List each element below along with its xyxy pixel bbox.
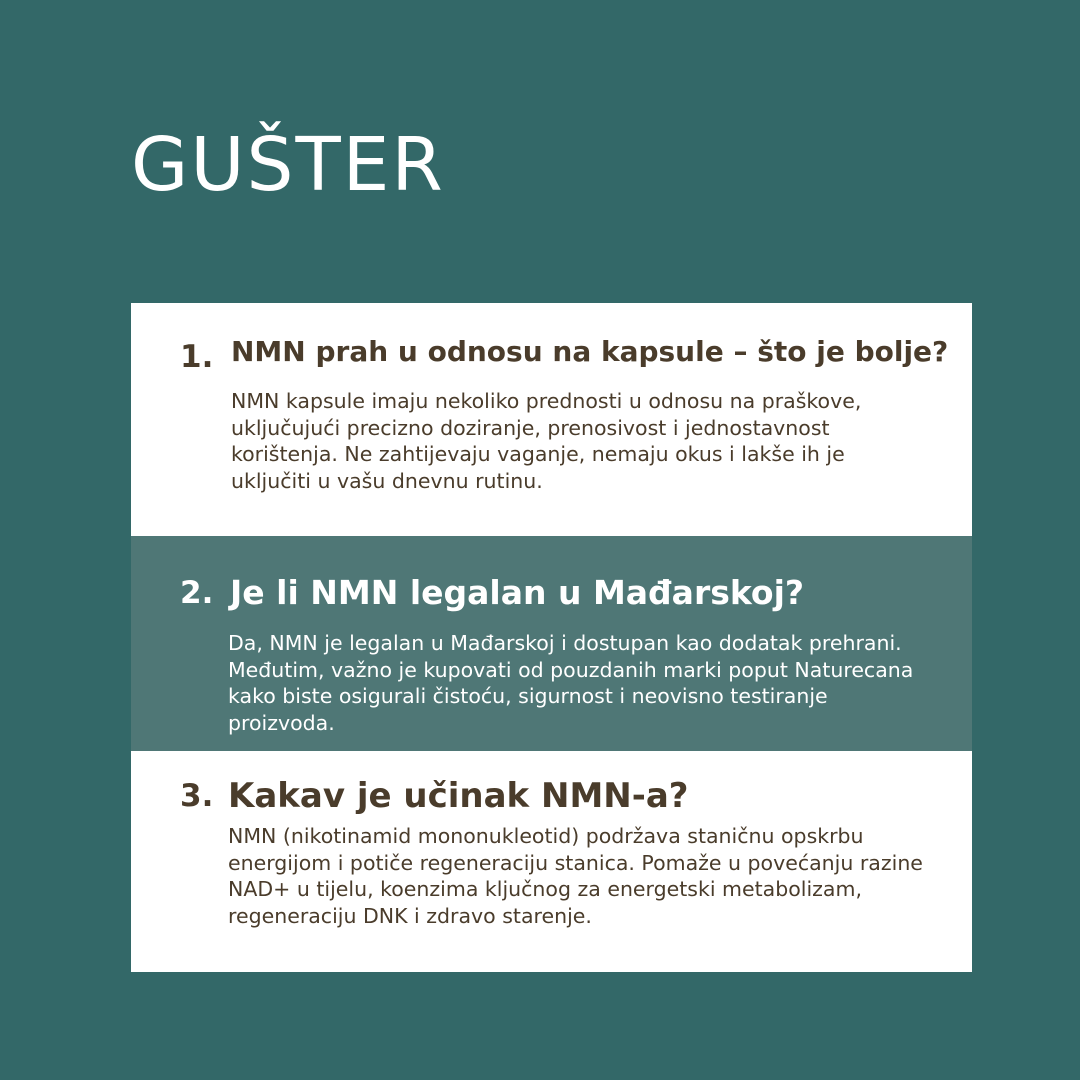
faq-answer: NMN (nikotinamid mononukleotid) podržava staničnu opskrbu energijom i potiče regeneraciju stanica. Pomaže u povećanju razine NAD+ u tijelu, koenzima ključnog za energetski metabolizam, regeneraciju DNK i zdravo starenje. [228, 824, 923, 928]
faq-answer: Da, NMN je legalan u Mađarskoj i dostupan kao dodatak prehrani. Međutim, važno je kupovati od pouzdanih marki poput Naturecana kako biste osigurali čistoću, sigurnost i neovisno testiranje proizvoda. [228, 631, 914, 735]
faq-number: 1. [180, 339, 214, 375]
faq-number: 3. [180, 778, 214, 814]
faq-question: NMN prah u odnosu na kapsule – što je bolje? [231, 335, 949, 368]
faq-question: Kakav je učinak NMN-a? [228, 776, 689, 816]
faq-question: Je li NMN legalan u Mađarskoj? [230, 573, 805, 612]
faq-item-3 [131, 751, 972, 972]
faq-item-1 [131, 303, 972, 536]
faq-item-2 [131, 536, 972, 751]
faq-number: 2. [180, 575, 214, 611]
faq-answer: NMN kapsule imaju nekoliko prednosti u odnosu na praškove, uključujući precizno doziranje, prenosivost i jednostavnost korištenja. Ne zahtijevaju vaganje, nemaju okus i lakše ih je uključiti u vašu dnevnu rutinu. [231, 389, 862, 493]
brand-title: GUŠTER [131, 122, 445, 208]
